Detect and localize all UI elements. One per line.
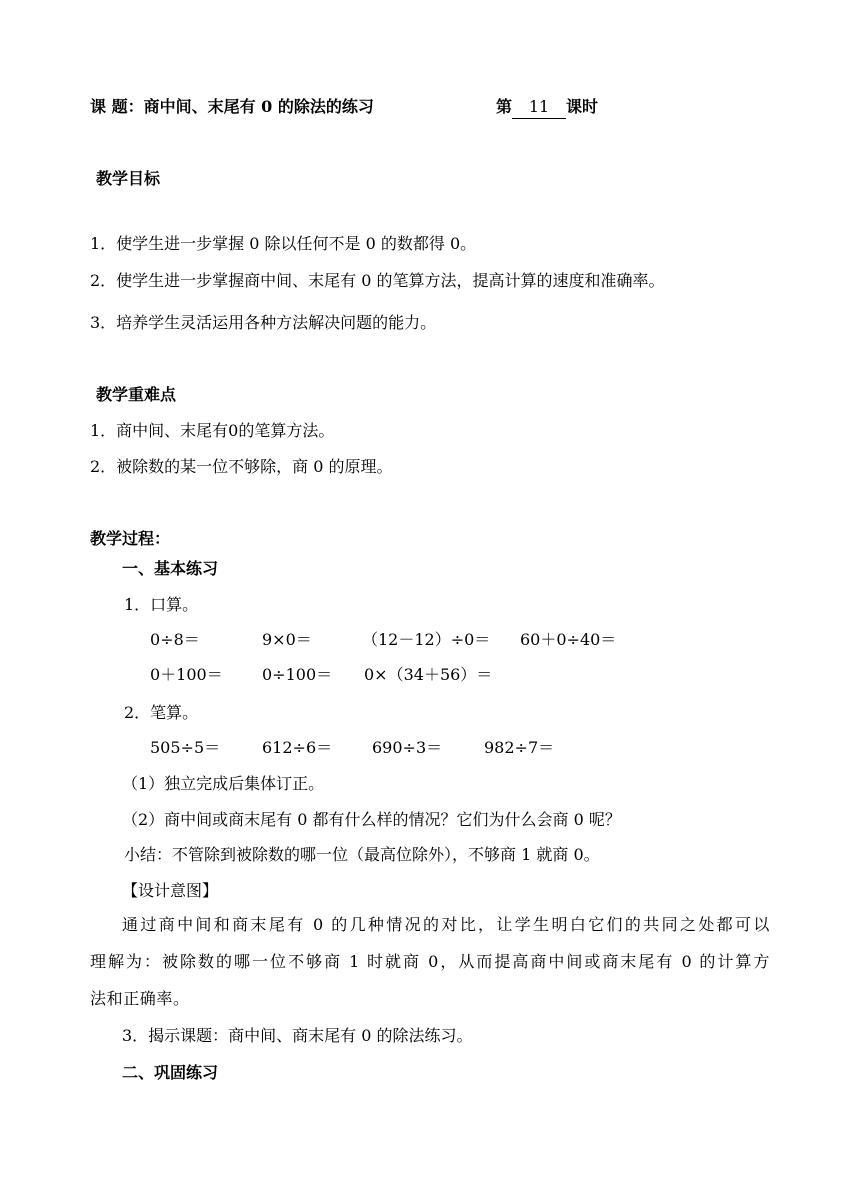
exercise: 612÷6＝ <box>262 738 333 757</box>
design-intent-text: 理解为：被除数的哪一位不够商 1 时就商 0，从而提高商中间或商末尾有 0 的计算方 <box>90 952 770 971</box>
design-intent-heading: 【设计意图】 <box>122 881 219 900</box>
topic-title: 商中间、末尾有 0 的除法的练习 <box>143 97 374 116</box>
goal-item: 1．使学生进一步掌握 0 除以任何不是 0 的数都得 0。 <box>90 234 477 253</box>
exercise: 0÷8＝ <box>150 630 200 649</box>
lesson-suffix: 课时 <box>566 97 599 116</box>
section-basic-practice: 一、基本练习 <box>122 559 219 578</box>
exercise: 9×0＝ <box>262 630 312 649</box>
key-points-heading: 教学重难点 <box>96 385 177 404</box>
lesson-number-line <box>496 96 598 119</box>
lesson-prefix: 第 <box>496 97 513 116</box>
section-consolidation-practice: 二、巩固练习 <box>122 1063 219 1082</box>
oral-calc-title: 1．口算。 <box>124 595 199 614</box>
goal-item: 2．使学生进一步掌握商中间、末尾有 0 的笔算方法，提高计算的速度和准确率。 <box>90 271 665 290</box>
note-line: （2）商中间或商末尾有 0 都有什么样的情况？它们为什么会商 0 呢？ <box>122 810 621 829</box>
goals-heading: 教学目标 <box>96 169 161 188</box>
exercise: 0÷100＝ <box>262 665 333 684</box>
exercise: 982÷7＝ <box>484 738 555 757</box>
process-heading: 教学过程： <box>90 529 171 548</box>
topic-line <box>90 96 374 118</box>
reveal-topic-line: 3．揭示课题：商中间、商末尾有 0 的除法练习。 <box>122 1026 473 1045</box>
exercise: 0＋100＝ <box>150 665 223 684</box>
key-point-item: 1．商中间、末尾有0的笔算方法。 <box>90 421 335 440</box>
lesson-number: 11 <box>512 96 566 119</box>
goal-item: 3．培养学生灵活运用各种方法解决问题的能力。 <box>90 313 437 332</box>
summary-line: 小结：不管除到被除数的哪一位（最高位除外），不够商 1 就商 0。 <box>124 845 600 864</box>
exercise: 60＋0÷40＝ <box>520 630 617 649</box>
written-calc-title: 2．笔算。 <box>124 703 199 722</box>
exercise: 0×（34＋56）＝ <box>364 665 493 684</box>
design-intent-text: 通过商中间和商末尾有 0 的几种情况的对比，让学生明白它们的共同之处都可以 <box>122 915 770 934</box>
exercise: 690÷3＝ <box>372 738 443 757</box>
design-intent-text: 法和正确率。 <box>90 989 190 1008</box>
topic-label: 课 题： <box>90 97 144 116</box>
key-point-item: 2．被除数的某一位不够除，商 0 的原理。 <box>90 457 393 476</box>
note-line: （1）独立完成后集体订正。 <box>122 774 325 793</box>
exercise: 505÷5＝ <box>150 738 221 757</box>
exercise: （12－12）÷0＝ <box>362 630 491 649</box>
